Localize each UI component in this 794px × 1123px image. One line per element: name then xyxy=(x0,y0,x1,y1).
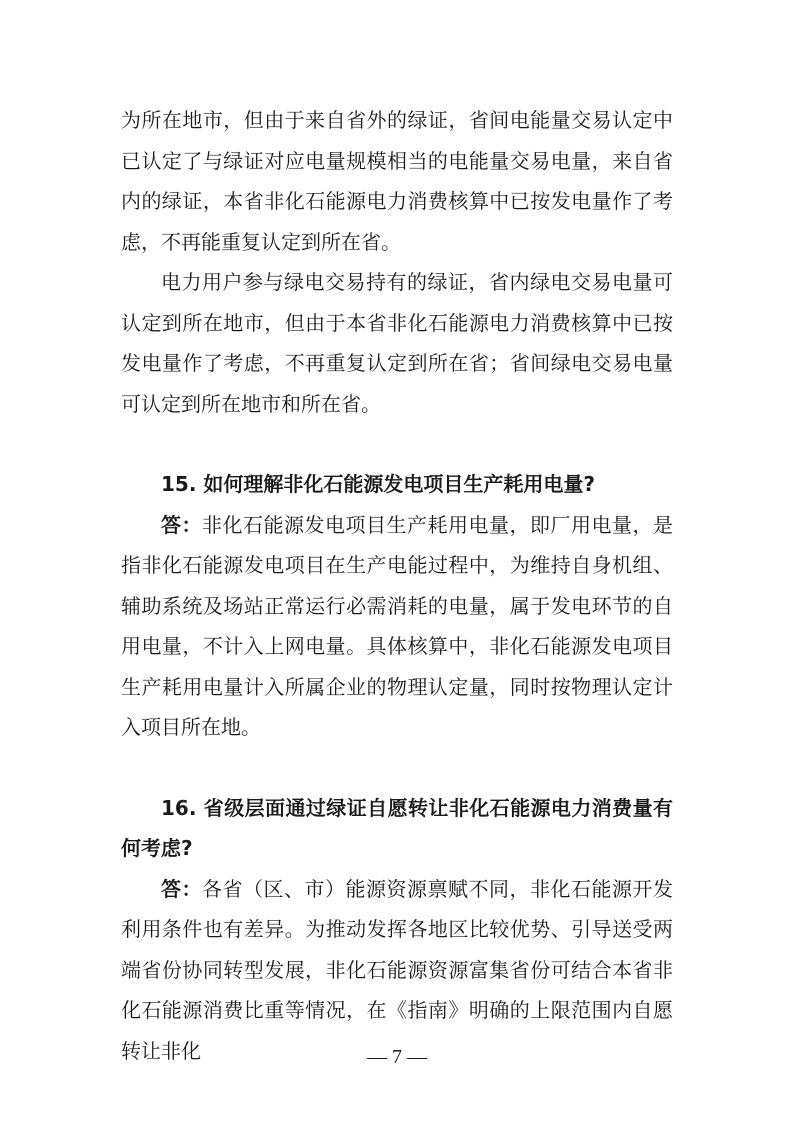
paragraph-continuation: 为所在地市，但由于来自省外的绿证，省间电能量交易认定中已认定了与绿证对应电量规模相当的电能量交易电量，来自省内的绿证，本省非化石能源电力消费核算中已按发电量作了考虑，不再能重复认定到所在省。 xyxy=(121,108,673,254)
answer-text: 非化石能源发电项目生产耗用电量，即厂用电量，是指非化石能源发电项目在生产电能过程中，为维持自身机组、辅助系统及场站正常运行必需消耗的电量，属于发电环节的自用电量，不计入上网电量。具体核算中，非化石能源发电项目生产耗用电量计入所属企业的物理认定量，同时按物理认定计入项目所在地。 xyxy=(121,512,673,739)
answer-label: 答： xyxy=(161,512,202,537)
question-15-answer xyxy=(121,505,673,748)
answer-text: 各省（区、市）能源资源禀赋不同，非化石能源开发利用条件也有差异。为推动发挥各地区比较优势、引导送受两端省份协同转型发展，非化石能源资源富集省份可结合本省非化石能源消费比重等情况，在《指南》明确的上限范围内自愿转让非化 xyxy=(121,876,673,1063)
document-body xyxy=(121,100,673,1071)
answer-label: 答： xyxy=(161,876,202,901)
question-16-answer xyxy=(121,869,673,1072)
page-number: — 7 — xyxy=(367,1046,427,1068)
paragraph-green-power-trading: 电力用户参与绿电交易持有的绿证，省内绿电交易电量可认定到所在地市，但由于本省非化石能源电力消费核算中已按发电量作了考虑，不再重复认定到所在省；省间绿电交易电量可认定到所在地市和所在省。 xyxy=(121,270,673,416)
question-16-heading: 16. 省级层面通过绿证自愿转让非化石能源电力消费量有何考虑? xyxy=(121,795,673,860)
question-15-heading: 15. 如何理解非化石能源发电项目生产耗用电量? xyxy=(161,472,595,496)
